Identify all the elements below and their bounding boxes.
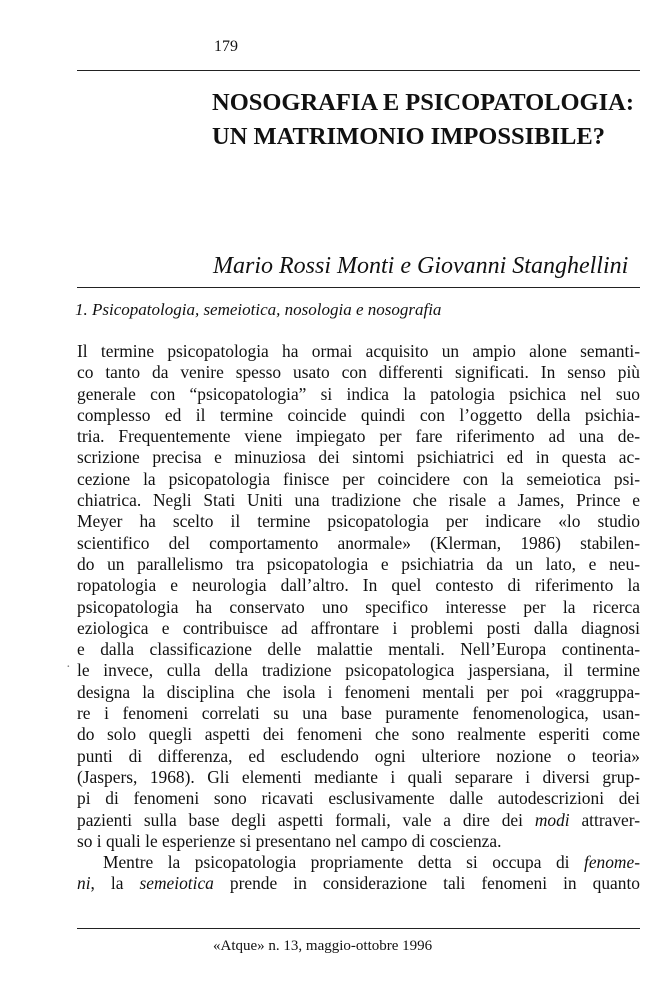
body-line: tria. Frequentemente viene impiegato per fare riferimento ad una de- [77, 426, 640, 447]
body-italic: semeiotica [139, 873, 214, 894]
body-line: e dalla classificazione delle malattie mentali. Nell’Europa continenta- [77, 639, 640, 660]
authors: Mario Rossi Monti e Giovanni Stanghellini [213, 253, 629, 279]
body-fragment: pazienti sulla base degli aspetti formali, vale a dire dei [77, 809, 535, 830]
margin-mark: · [66, 660, 71, 675]
body-fragment: , la [90, 873, 140, 894]
body-line: ropatologia e neurologia dall’altro. In quel contesto di riferimento la [77, 575, 640, 596]
header-rule [77, 70, 640, 71]
footer-citation: «Atque» n. 13, maggio-ottobre 1996 [213, 938, 433, 954]
body-text [77, 341, 640, 895]
article-title [212, 86, 634, 154]
body-fragment: attraver- [569, 809, 641, 830]
body-line: do solo quegli aspetti dei fenomeni che sono realmente esperiti come [77, 724, 640, 745]
body-line: Meyer ha scelto il termine psicopatologia per indicare «lo studio [77, 511, 640, 532]
body-line: do un parallelismo tra psicopatologia e psichiatria da un lato, e neu- [77, 553, 640, 574]
body-fragment: Mentre la psicopatologia propriamente detta si occupa di [103, 852, 584, 873]
title-line-1: NOSOGRAFIA E PSICOPATOLOGIA: [212, 89, 635, 116]
body-line: pi di fenomeni sono ricavati esclusivamente dalle autodescrizioni dei [77, 788, 640, 809]
body-line [77, 810, 640, 831]
body-italic: modi [534, 809, 570, 830]
body-line: eziologica e contribuisce ad affrontare i problemi posti dalla diagnosi [77, 617, 640, 638]
body-line: designa la disciplina che isola i fenomeni mentali per poi «raggruppa- [77, 681, 640, 702]
body-line: complesso ed il termine coincide quindi con l’oggetto della psichia- [77, 404, 640, 425]
authors-rule [77, 287, 640, 288]
body-line: punti di differenza, ed escludendo ogni ulteriore nozione o teoria» [77, 745, 640, 766]
body-line: generale con “psicopatologia” si indica la patologia psichica nel suo [77, 383, 640, 404]
body-line: scrizione precisa e minuziosa dei sintomi psichiatrici ed in questa ac- [77, 447, 640, 468]
body-italic: ni [77, 873, 91, 894]
body-line: cezione la psicopatologia finisce per coincidere con la semeiotica psi- [77, 468, 640, 489]
body-line: psicopatologia ha conservato uno specifico interesse per la ricerca [77, 596, 640, 617]
body-line: chiatrica. Negli Stati Uniti una tradizione che risale a James, Prince e [77, 490, 640, 511]
body-line: scientifico del comportamento anormale» (Klerman, 1986) stabilen- [77, 532, 640, 553]
body-line: (Jaspers, 1968). Gli elementi mediante i quali separare i diversi grup- [77, 766, 640, 787]
page-number: 179 [214, 38, 238, 55]
body-line: co tanto da venire spesso usato con differenti significati. In senso più [77, 362, 640, 383]
body-line: so i quali le esperienze si presentano nel campo di coscienza. [77, 830, 502, 851]
footer-rule [77, 928, 640, 929]
body-line [77, 852, 640, 873]
body-line: Il termine psicopatologia ha ormai acquisito un ampio alone semanti- [77, 341, 640, 361]
body-line: le invece, culla della tradizione psicopatologica jaspersiana, il termine [77, 660, 640, 681]
body-line [77, 873, 640, 894]
title-line-2: UN MATRIMONIO IMPOSSIBILE? [212, 123, 605, 150]
body-italic: fenome- [583, 852, 640, 873]
body-fragment: prende in considerazione tali fenomeni in quanto [213, 873, 640, 894]
section-heading: 1. Psicopatologia, semeiotica, nosologia e nosografia [75, 300, 442, 319]
body-line: re i fenomeni correlati su una base puramente fenomenologica, usan- [77, 703, 640, 724]
